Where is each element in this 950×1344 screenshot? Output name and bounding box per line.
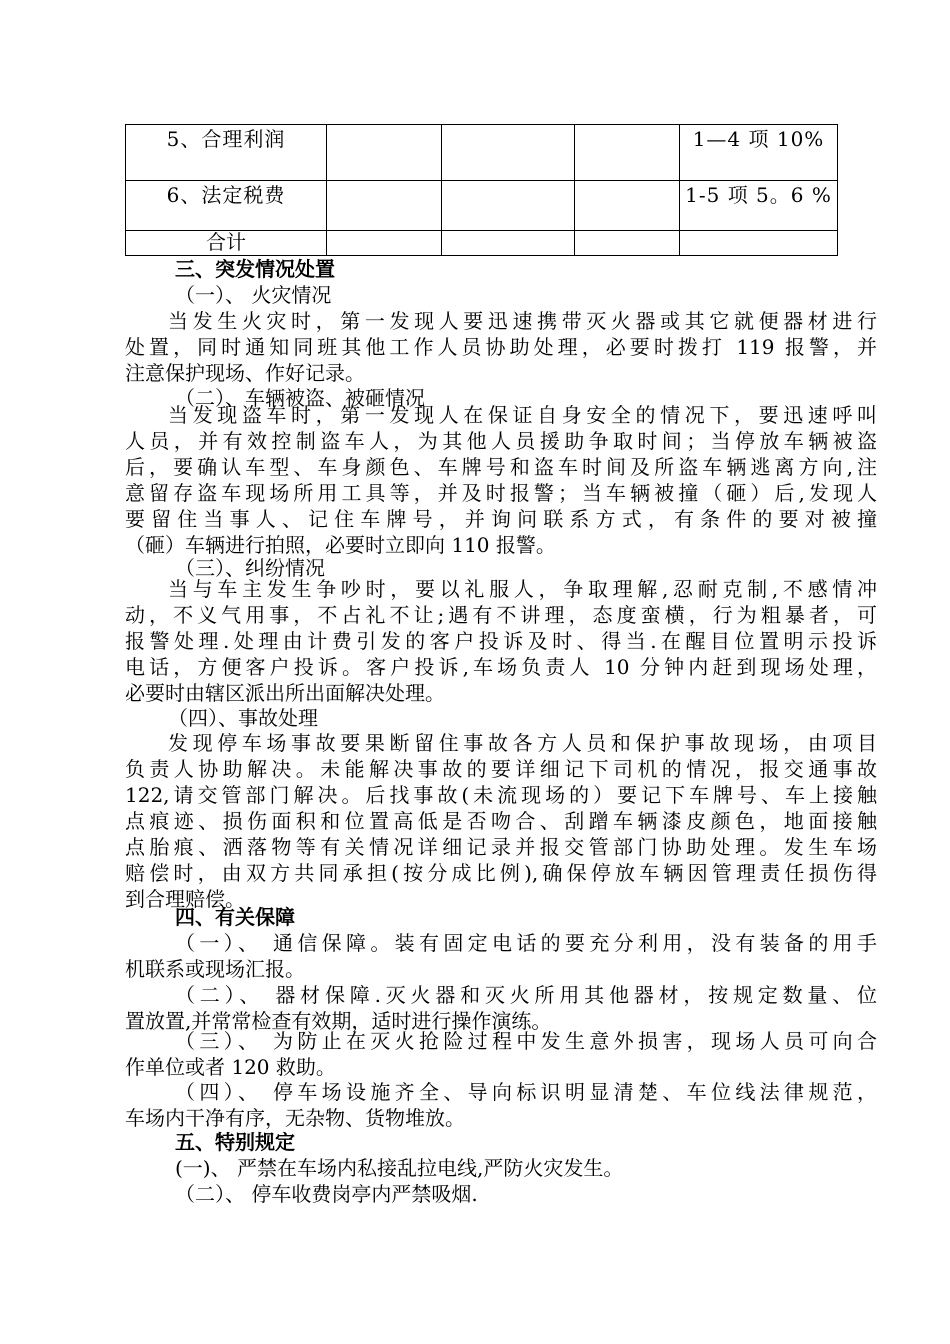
paragraph-line: 报警处理.处理由计费引发的客户投诉及时、得当.在醒目位置明示投诉 [125, 629, 877, 653]
table-cell-note [680, 125, 838, 181]
paragraph-line: （砸）车辆进行拍照，必要时立即向 110 报警。 [125, 533, 556, 557]
paragraph-line: 人员，并有效控制盗车人，为其他人员援助争取时间；当停放车辆被盗 [125, 429, 877, 453]
table-cell-item [126, 181, 327, 231]
table-row [126, 125, 838, 181]
paragraph-line: 122,请交管部门解决。后找事故(未流现场的）要记下车牌号、车上接触 [125, 783, 877, 807]
paragraph-line: （一）、 通信保障。装有固定电话的要充分利用，没有装备的用手 [175, 931, 877, 955]
table-cell [575, 231, 680, 256]
paragraph-line: 注意保护现场、作好记录。 [125, 361, 365, 385]
paragraph-line: 点胎痕、洒落物等有关情况详细记录并报交管部门协助处理。发生车场 [125, 835, 877, 859]
paragraph-line: （二）、 器材保障.灭火器和灭火所用其他器材，按规定数量、位 [175, 983, 877, 1007]
table-cell [442, 231, 575, 256]
table-cell [327, 125, 442, 181]
paragraph-line: 当发生火灾时，第一发现人要迅速携带灭火器或其它就便器材进行 [168, 309, 877, 333]
table-cell-item [126, 231, 327, 256]
paragraph-line: 意留存盗车现场所用工具等，并及时报警；当车辆被撞（砸）后,发现人 [125, 481, 877, 505]
paragraph-line: 处置，同时通知同班其他工作人员协助处理，必要时拨打 119 报警，并 [125, 335, 877, 359]
total-label: 合计 [206, 230, 246, 254]
table-cell-note [680, 231, 838, 256]
table-cell-note [680, 181, 838, 231]
paragraph-line: 置放置,并常常检查有效期，适时进行操作演练。 [125, 1009, 552, 1033]
paragraph-line: 到合理赔偿。 [125, 887, 245, 911]
note-label: 1-5 项 5。6 % [685, 183, 832, 207]
subsection-heading: （一）、 火灾情况 [175, 283, 332, 307]
paragraph-line: (一)、 严禁在车场内私接乱拉电线,严防火灾发生。 [175, 1156, 624, 1180]
paragraph-line: 后，要确认车型、车身颜色、车牌号和盗车时间及所盗车辆逃离方向,注 [125, 455, 877, 479]
paragraph-line: 点痕迹、损伤面积和位置高低是否吻合、刮蹭车辆漆皮颜色，地面接触 [125, 809, 877, 833]
paragraph-line: 动，不义气用事，不占礼不让;遇有不讲理，态度蛮横，行为粗暴者，可 [125, 603, 877, 627]
table-cell [575, 181, 680, 231]
paragraph-line: 车场内干净有序，无杂物、货物堆放。 [125, 1106, 465, 1130]
paragraph-line: 作单位或者 120 救助。 [125, 1055, 336, 1079]
table-cell [442, 125, 575, 181]
cost-table [125, 124, 838, 256]
paragraph-line: 要留住当事人、记住车牌号，并询问联系方式，有条件的要对被撞 [125, 507, 877, 531]
paragraph-line: 当发现盗车时，第一发现人在保证自身安全的情况下，要迅速呼叫 [168, 403, 877, 427]
note-label: 1—4 项 10% [692, 127, 825, 151]
paragraph-line: 负责人协助解决。未能解决事故的要详细记下司机的情况，报交通事故 [125, 757, 877, 781]
paragraph-line: 必要时由辖区派出所出面解决处理。 [125, 681, 445, 705]
paragraph-line: 电话，方便客户投诉。客户投诉,车场负责人 10 分钟内赶到现场处理， [125, 655, 877, 679]
subsection-heading: （四）、事故处理 [168, 706, 318, 730]
paragraph-line: 发现停车场事故要果断留住事故各方人员和保护事故现场，由项目 [168, 731, 877, 755]
subsection-heading: （二）、车辆被盗、被砸情况 [175, 386, 425, 410]
paragraph-line: 当与车主发生争吵时，要以礼服人，争取理解,忍耐克制,不感情冲 [168, 577, 877, 601]
subsection-heading: （三）、纠纷情况 [175, 556, 325, 580]
table-cell [327, 181, 442, 231]
item-label: 5、合理利润 [166, 127, 286, 151]
table-cell [327, 231, 442, 256]
section-heading: 三、突发情况处置 [175, 257, 335, 281]
table-cell [575, 125, 680, 181]
table-row [126, 181, 838, 231]
paragraph-line: （四）、 停车场设施齐全、导向标识明显清楚、车位线法律规范， [175, 1080, 877, 1104]
table-row [126, 231, 838, 256]
paragraph-line: 赔偿时，由双方共同承担(按分成比例),确保停放车辆因管理责任损伤得 [125, 861, 877, 885]
section-heading: 五、特别规定 [175, 1130, 295, 1154]
paragraph-line: （三）、 为防止在灭火抢险过程中发生意外损害，现场人员可向合 [175, 1029, 877, 1053]
section-heading: 四、有关保障 [175, 905, 295, 929]
table-cell-item [126, 125, 327, 181]
paragraph-line: 机联系或现场汇报。 [125, 957, 305, 981]
item-label: 6、法定税费 [166, 183, 286, 207]
paragraph-line: （二）、 停车收费岗亭内严禁吸烟. [175, 1182, 478, 1206]
table-cell [442, 181, 575, 231]
